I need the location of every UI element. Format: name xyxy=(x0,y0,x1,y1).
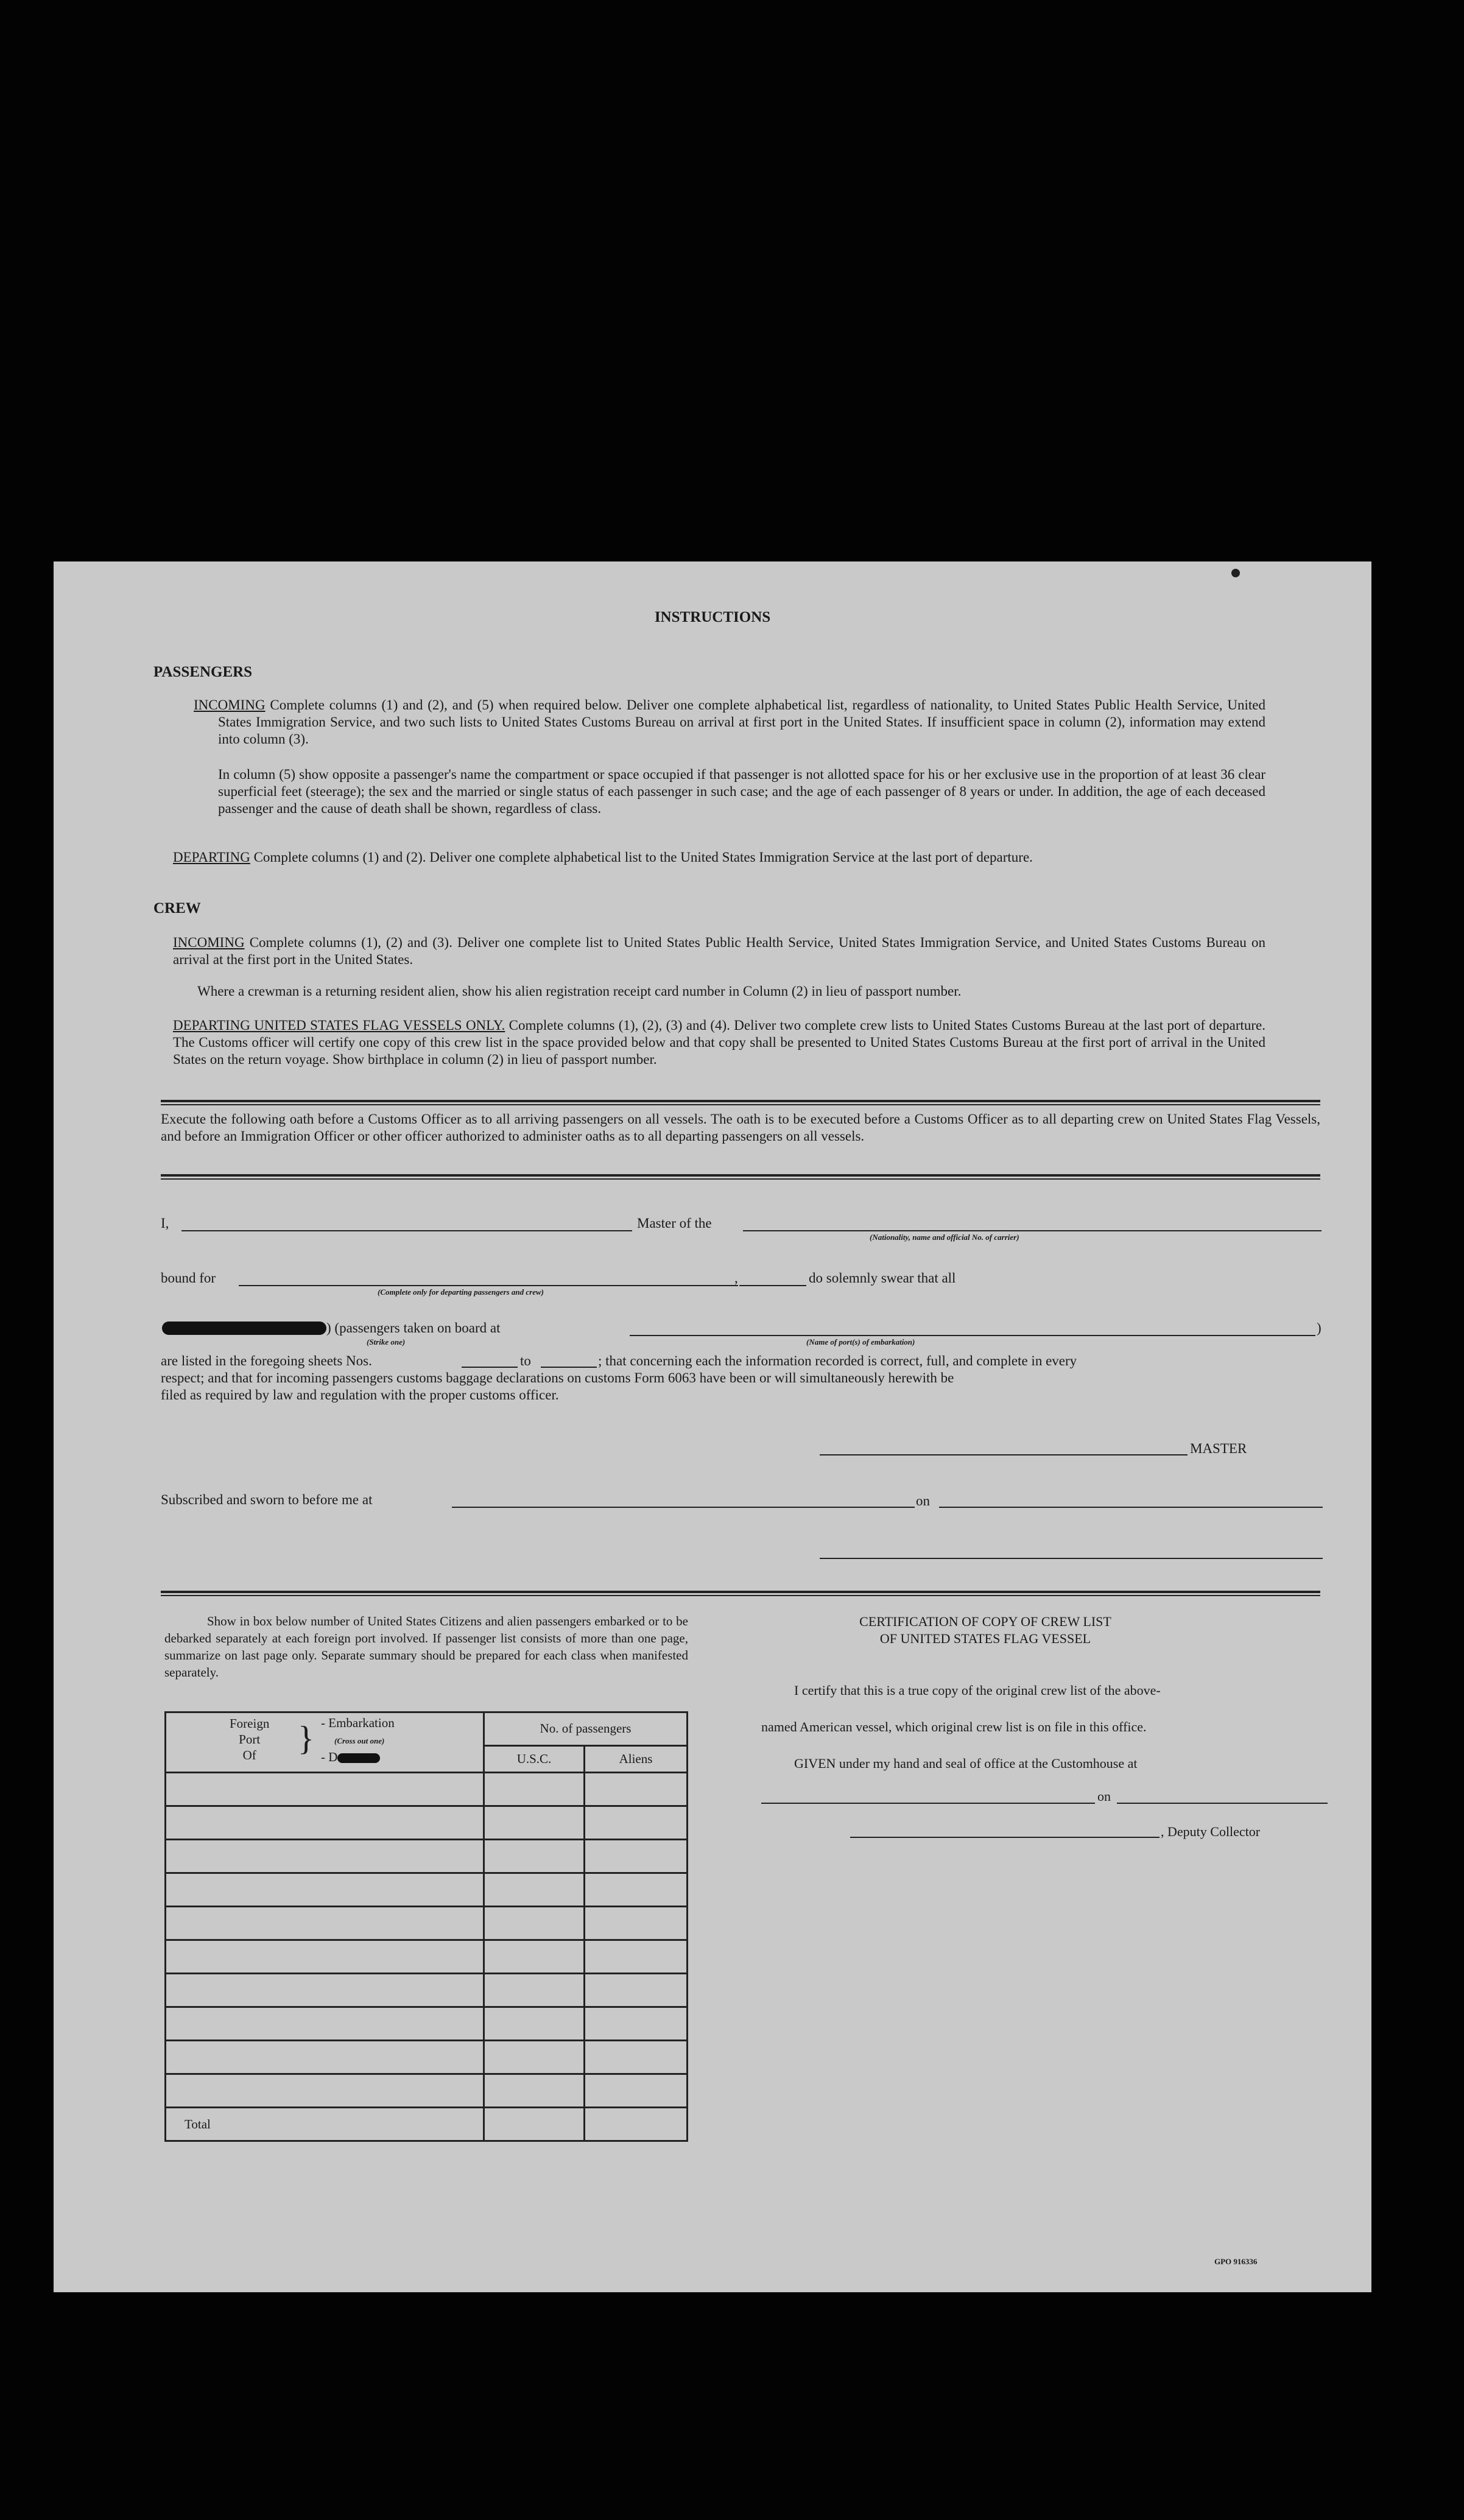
double-rule xyxy=(161,1100,1320,1105)
certification-heading-1: CERTIFICATION OF COPY OF CREW LIST xyxy=(859,1614,1111,1629)
master-of-the-label: Master of the xyxy=(637,1216,712,1231)
subscribed-label: Subscribed and sworn to before me at xyxy=(161,1492,373,1507)
aliens-cell[interactable] xyxy=(585,1840,688,1873)
no-passengers-header: No. of passengers xyxy=(484,1712,688,1746)
deputy-signature-line[interactable] xyxy=(850,1837,1160,1838)
usc-cell[interactable] xyxy=(484,2041,585,2074)
certification-line-2: named American vessel, which original crew list is on file in this office. xyxy=(761,1719,1147,1734)
oath-i-label: I, xyxy=(161,1216,169,1231)
listed-text-3: respect; and that for incoming passengers customs baggage declarations on customs Form 6063 have been or will simultaneously herewith be xyxy=(161,1370,954,1385)
deputy-collector-label: , Deputy Collector xyxy=(1161,1824,1261,1839)
table-row xyxy=(166,1940,688,1974)
crew-incoming-paragraph xyxy=(173,934,1265,968)
aliens-cell[interactable] xyxy=(585,2007,688,2041)
summary-instructions: Show in box below number of United States Citizens and alien passengers embarked or to be debarked separately at each foreign port involved. If passenger list consists of more than one page, summarize on last page only. Separate summary should be prepared for each class when manifested separately. xyxy=(164,1614,688,1680)
total-label: Total xyxy=(166,2108,484,2141)
port-cell[interactable] xyxy=(166,1806,484,1840)
debarkation-text: - D xyxy=(321,1750,338,1764)
foreign-label: Foreign xyxy=(230,1716,270,1731)
embarkation-port-line[interactable] xyxy=(630,1335,1315,1336)
crew-departing-paragraph xyxy=(173,1017,1265,1068)
customhouse-line[interactable] xyxy=(761,1803,1095,1804)
port-cell[interactable] xyxy=(166,2041,484,2074)
aliens-cell[interactable] xyxy=(585,2074,688,2108)
crew-incoming-text: Complete columns (1), (2) and (3). Deliver one complete list to United States Public Health Service, United States Immigration Service, and United States Customs Bureau on arrival at the first port in the United States. xyxy=(173,935,1265,967)
aliens-total-cell[interactable] xyxy=(585,2108,688,2141)
aliens-cell[interactable] xyxy=(585,1940,688,1974)
crew-heading: CREW xyxy=(153,900,201,917)
crew-departing-text: Complete columns (1), (2), (3) and (4). Deliver two complete crew lists to United States Customs Bureau at the last port of departure. The Customs officer will certify one copy of this crew list in the space provided below and that copy shall be presented to United States Customs Bureau at the first port of arrival in the United States on the return voyage. Show birthplace in column (2) in lieu of passport number. xyxy=(173,1018,1265,1067)
port-cell[interactable] xyxy=(166,1773,484,1806)
aliens-cell[interactable] xyxy=(585,1773,688,1806)
table-row xyxy=(166,1840,688,1873)
sheet-from-line[interactable] xyxy=(462,1367,518,1368)
aliens-cell[interactable] xyxy=(585,2041,688,2074)
port-cell[interactable] xyxy=(166,2007,484,2041)
of-label: Of xyxy=(242,1748,256,1762)
carrier-caption: (Nationality, name and official No. of carrier) xyxy=(870,1233,1019,1242)
table-row xyxy=(166,1873,688,1907)
aliens-cell[interactable] xyxy=(585,1873,688,1907)
listed-text-4: filed as required by law and regulation with the proper customs officer. xyxy=(161,1387,559,1403)
aliens-cell[interactable] xyxy=(585,1806,688,1840)
comma: , xyxy=(734,1270,738,1286)
page-title: INSTRUCTIONS xyxy=(654,609,771,625)
swear-label: do solemnly swear that all xyxy=(809,1270,956,1286)
table-row xyxy=(166,1773,688,1806)
usc-header: U.S.C. xyxy=(484,1745,585,1772)
usc-cell[interactable] xyxy=(484,1840,585,1873)
port-cell[interactable] xyxy=(166,2074,484,2108)
crew-incoming-label: INCOMING xyxy=(173,935,245,950)
gpo-number: GPO 916336 xyxy=(1214,2257,1258,2266)
usc-cell[interactable] xyxy=(484,2074,585,2108)
double-rule xyxy=(161,1174,1320,1180)
certification-date-line[interactable] xyxy=(1117,1803,1328,1804)
aliens-cell[interactable] xyxy=(585,1974,688,2007)
cross-out-caption: (Cross out one) xyxy=(334,1736,385,1745)
sheet-to-line[interactable] xyxy=(541,1367,597,1368)
table-row xyxy=(166,1907,688,1940)
aliens-cell[interactable] xyxy=(585,1907,688,1940)
destination-line[interactable] xyxy=(239,1285,738,1286)
destination-line-2[interactable] xyxy=(739,1285,806,1286)
redaction-mark xyxy=(337,1753,380,1763)
redaction-mark xyxy=(162,1322,326,1335)
passengers-departing-paragraph xyxy=(173,849,1265,866)
port-cell[interactable] xyxy=(166,1873,484,1907)
port-cell[interactable] xyxy=(166,1907,484,1940)
subscribed-date-line[interactable] xyxy=(939,1507,1323,1508)
table-row xyxy=(166,1974,688,2007)
subscribed-place-line[interactable] xyxy=(452,1507,915,1508)
port-cell[interactable] xyxy=(166,1974,484,2007)
certification-on-label: on xyxy=(1097,1789,1111,1804)
debarkation-label xyxy=(321,1750,380,1765)
passengers-departing-text: Complete columns (1) and (2). Deliver one complete alphabetical list to the United States Immigration Service at the last port of departure. xyxy=(253,850,1033,865)
certification-line-1: I certify that this is a true copy of the original crew list of the above- xyxy=(794,1683,1161,1698)
passengers-incoming-paragraph xyxy=(194,697,1265,748)
on-label: on xyxy=(916,1493,930,1508)
usc-cell[interactable] xyxy=(484,1773,585,1806)
passengers-column5-paragraph: In column (5) show opposite a passenger's name the compartment or space occupied if that passenger is not allotted space for his or her exclusive use in the proportion of at least 36 clear superficial feet (steerage); the sex and the married or single status of each passenger in such case; and the age of each passenger of 8 years or under. In addition, the age of each deceased passenger and the cause of death shall be shown, regardless of class. xyxy=(218,767,1265,816)
passengers-departing-label: DEPARTING xyxy=(173,850,250,865)
passengers-incoming-text: Complete columns (1) and (2), and (5) when required below. Deliver one complete alphabetical list, regardless of nationality, to United States Public Health Service, United States Immigration Service, and two such lists to United States Customs Bureau on arrival at first port in the United States. If insufficient space in column (2), information may extend into column (3). xyxy=(218,697,1265,747)
embarkation-label: - Embarkation xyxy=(321,1716,395,1730)
total-row xyxy=(166,2108,688,2141)
officer-signature-line[interactable] xyxy=(820,1558,1323,1559)
usc-cell[interactable] xyxy=(484,1873,585,1907)
usc-cell[interactable] xyxy=(484,1907,585,1940)
table-row xyxy=(166,2041,688,2074)
carrier-line[interactable] xyxy=(743,1230,1321,1231)
port-label: Port xyxy=(239,1732,261,1747)
listed-text-1: are listed in the foregoing sheets Nos. xyxy=(161,1353,372,1368)
form-page xyxy=(54,561,1371,2292)
crew-departing-label: DEPARTING UNITED STATES FLAG VESSELS ONLY. xyxy=(173,1018,505,1033)
master-name-line[interactable] xyxy=(181,1230,632,1231)
brace-icon: } xyxy=(298,1720,314,1758)
crew-resident-paragraph: Where a crewman is a returning resident alien, show his alien registration receipt card number in Column (2) in lieu of passport number. xyxy=(197,984,962,999)
close-paren: ) xyxy=(1317,1320,1321,1336)
port-cell[interactable] xyxy=(166,1840,484,1873)
to-label: to xyxy=(520,1353,531,1368)
bound-for-label: bound for xyxy=(161,1270,216,1286)
aliens-header: Aliens xyxy=(585,1745,688,1772)
foreign-port-header xyxy=(166,1712,484,1773)
table-row xyxy=(166,1806,688,1840)
punch-hole xyxy=(1231,569,1240,577)
strike-caption: (Strike one) xyxy=(367,1337,406,1346)
passenger-summary-table xyxy=(164,1711,688,2142)
oath-intro: Execute the following oath before a Customs Officer as to all arriving passengers on all vessels. The oath is to be executed before a Customs Officer as to all departing crew on United States Flag Vessels, and before an Immigration Officer or other officer authorized to administer oaths as to all departing passengers on all vessels. xyxy=(161,1111,1320,1144)
port-caption: (Name of port(s) of embarkation) xyxy=(806,1337,915,1346)
certification-line-3: GIVEN under my hand and seal of office at the Customhouse at xyxy=(794,1756,1138,1771)
certification-heading-2: OF UNITED STATES FLAG VESSEL xyxy=(879,1631,1091,1646)
listed-text-2: ; that concerning each the information recorded is correct, full, and complete in every xyxy=(598,1353,1077,1368)
usc-cell[interactable] xyxy=(484,2007,585,2041)
bound-caption: (Complete only for departing passengers and crew) xyxy=(378,1287,544,1297)
passengers-heading: PASSENGERS xyxy=(153,664,253,680)
usc-cell[interactable] xyxy=(484,1974,585,2007)
table-row xyxy=(166,2007,688,2041)
master-label: MASTER xyxy=(1190,1441,1247,1456)
table-header-row xyxy=(166,1712,688,1746)
passengers-incoming-label: INCOMING xyxy=(194,697,266,713)
master-signature-line[interactable] xyxy=(820,1454,1188,1455)
double-rule xyxy=(161,1591,1320,1596)
usc-total-cell[interactable] xyxy=(484,2108,585,2141)
passengers-taken-label: ) (passengers taken on board at xyxy=(326,1320,501,1336)
table-row xyxy=(166,2074,688,2108)
usc-cell[interactable] xyxy=(484,1806,585,1840)
usc-cell[interactable] xyxy=(484,1940,585,1974)
port-cell[interactable] xyxy=(166,1940,484,1974)
